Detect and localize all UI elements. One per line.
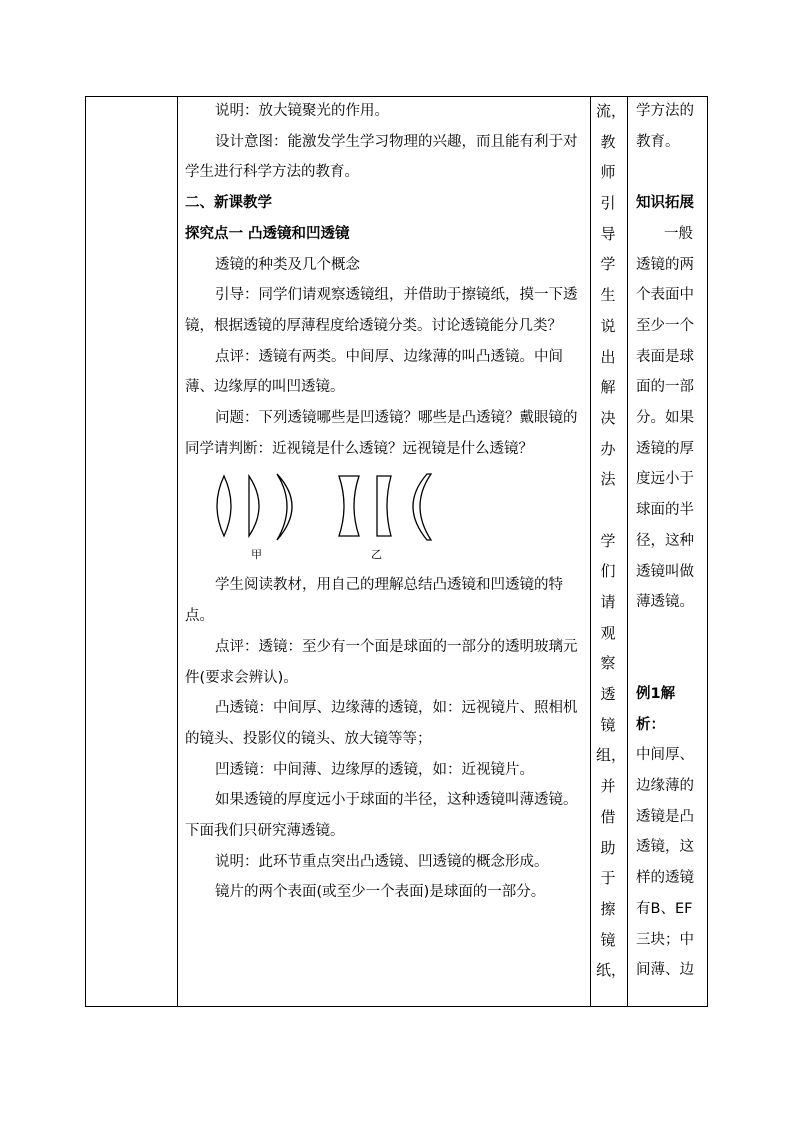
activity-char: 出: [600, 347, 616, 366]
activity-char: 请: [600, 593, 616, 611]
inquiry-point-heading: 探究点一 凸透镜和凹透镜: [185, 225, 350, 242]
note-magnifier: 说明：放大镜聚光的作用。: [215, 103, 389, 119]
activity-char: 师: [600, 163, 616, 182]
thin-lens-definition: 如果透镜的厚度远小于球面的半径，这种透镜叫薄透镜。下面我们只研究薄透镜。: [185, 792, 578, 840]
activity-char: 办: [600, 439, 616, 458]
activity-char: 组，: [596, 746, 627, 765]
lens-diagram: [211, 464, 441, 570]
activity-char: 学: [600, 255, 616, 274]
teaching-process-column: [185, 96, 585, 908]
activity-char: 镜: [600, 930, 616, 949]
activity-char: 说: [600, 316, 616, 335]
emphasis-note: 说明：此环节重点突出凸透镜、凹透镜的概念形成。: [215, 853, 549, 870]
comment-text: 点评：透镜有两类。中间厚、边缘薄的叫凸透镜。中间薄、边缘厚的叫凹透镜。: [185, 348, 563, 396]
activity-char: 解: [600, 378, 616, 397]
activity-char: 导: [600, 224, 616, 243]
activity-char: 纸，: [596, 961, 627, 980]
lens-plano-concave: [377, 476, 391, 536]
activity-char: 助: [600, 838, 616, 857]
activity-char: 擦: [600, 899, 616, 918]
concave-lens-definition: 凹透镜：中间薄、边缘厚的透镜，如：近视镜片。: [215, 761, 534, 778]
activity-char: 学: [600, 531, 616, 550]
activity-char: 观: [600, 623, 616, 642]
student-activity-column: [596, 96, 627, 986]
activity-char: 流，: [596, 102, 627, 120]
activity-char: [596, 495, 620, 526]
lens-biconvex: [217, 476, 231, 536]
column-divider-1: [177, 96, 178, 1007]
activity-char: 借: [600, 807, 616, 826]
activity-char: 生: [600, 286, 616, 305]
activity-char: 决: [600, 408, 616, 427]
column-divider-3: [627, 96, 628, 1007]
activity-char: 并: [600, 777, 616, 796]
activity-char: 法: [600, 470, 616, 489]
label-jia: 甲: [251, 548, 262, 562]
lens-figure: [185, 464, 585, 570]
knowledge-expansion-text: 一般透镜的两个表面中至少一个表面是球面的一部分。如果透镜的厚度远小于球面的半径，这种透镜叫做薄透镜。: [636, 225, 694, 611]
question-text: 问题：下列透镜哪些是凹透镜？哪些是凸透镜？戴眼镜的同学请判断：近视镜是什么透镜？远视镜是什么透镜？: [185, 410, 578, 457]
activity-char: 镜: [600, 715, 616, 734]
example-heading: 例1解析：: [636, 685, 676, 733]
knowledge-expansion-heading: 知识拓展: [636, 195, 694, 212]
convex-lens-definition: 凸透镜：中间厚、边缘薄的透镜，如：远视镜片、照相机的镜头、投影仪的镜头、放大镜等等；: [185, 700, 578, 747]
activity-char: 察: [600, 654, 616, 673]
lens-types-title: 透镜的种类及几个概念: [215, 256, 360, 273]
notes-line1: 学方法的教育。: [636, 103, 694, 150]
surface-note: 镜片的两个表面(或至少一个表面)是球面的一部分。: [215, 884, 546, 901]
activity-char: 于: [600, 869, 616, 888]
lens-biconcave: [339, 476, 359, 536]
design-intent: 设计意图：能激发学生学习物理的兴趣，而且能有利于对学生进行科学方法的教育。: [185, 133, 578, 181]
label-yi: 乙: [371, 548, 382, 562]
guidance-text: 引导：同学们请观察透镜组，并借助于擦镜纸，摸一下透镜，根据透镜的厚薄程度给透镜分类。讨论透镜能分几类？: [185, 287, 578, 334]
notes-column: [636, 96, 702, 986]
lens-meniscus-concave: [413, 474, 431, 540]
student-reading: 学生阅读教材，用自己的理解总结凸透镜和凹透镜的特点。: [185, 577, 563, 625]
activity-char: 们: [600, 562, 616, 581]
activity-char: 教: [600, 132, 616, 151]
activity-char: 引: [600, 194, 616, 213]
lens-meniscus-convex: [277, 474, 292, 540]
section-heading: 二、新课教学: [185, 195, 272, 212]
column-divider-2: [590, 96, 591, 1007]
example-text: 中间厚、边缘薄的透镜是凸透镜，这样的透镜有B、EF三块；中间薄、边: [636, 747, 694, 979]
lens-definition: 点评：透镜：至少有一个面是球面的一部分的透明玻璃元件(要求会辨认)。: [185, 638, 578, 686]
lens-plano-convex: [249, 476, 259, 536]
activity-char: 透: [600, 685, 616, 704]
